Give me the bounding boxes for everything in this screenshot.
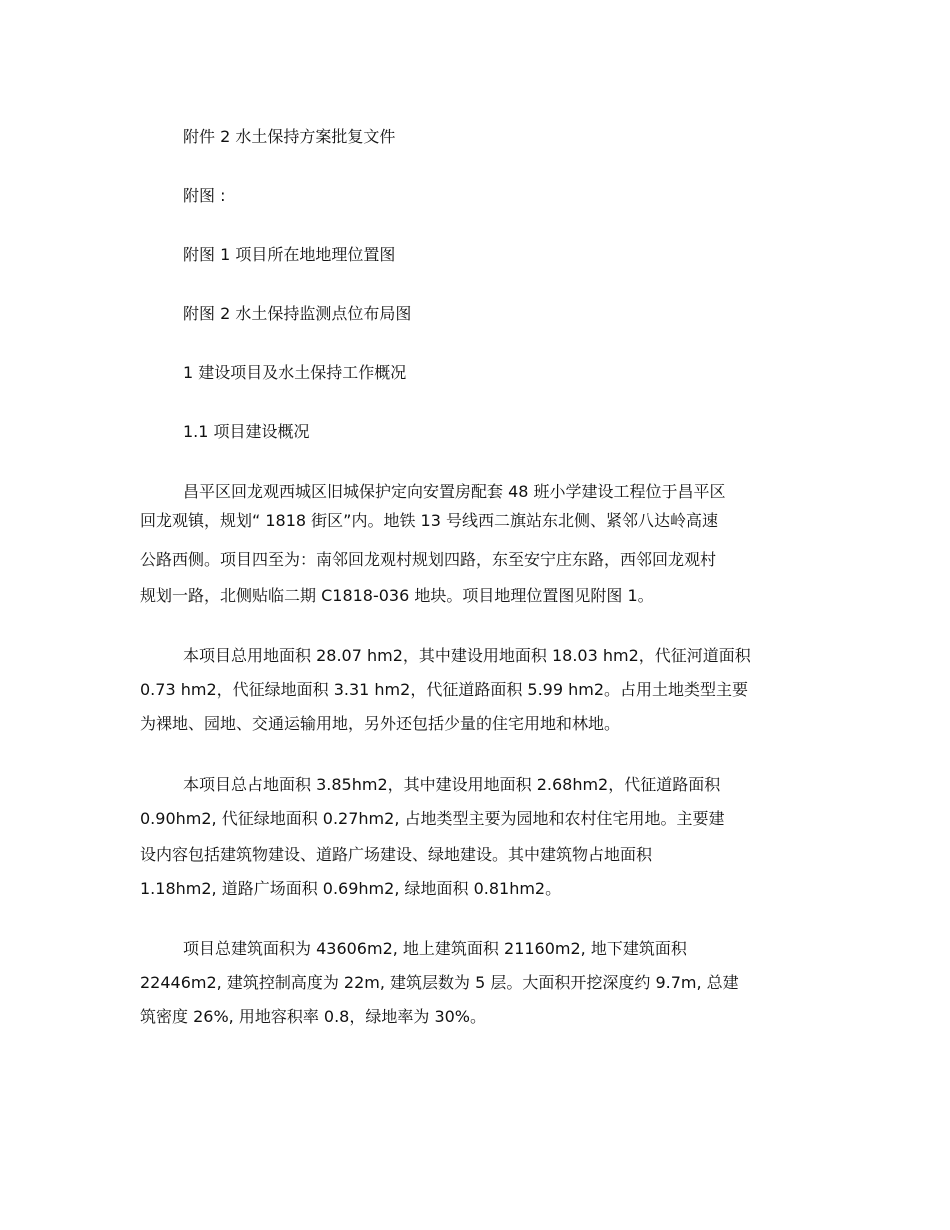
figures-label: 附图 : bbox=[183, 186, 226, 205]
paragraph-4-line-3: 筑密度 26%, 用地容积率 0.8，绿地率为 30%。 bbox=[140, 1007, 487, 1026]
paragraph-4-line-1: 项目总建筑面积为 43606m2, 地上建筑面积 21160m2, 地下建筑面积 bbox=[183, 939, 687, 958]
paragraph-2-line-3: 为裸地、园地、交通运输用地，另外还包括少量的住宅用地和林地。 bbox=[140, 714, 621, 733]
paragraph-1-line-4: 规划一路，北侧贴临二期 C1818-036 地块。项目地理位置图见附图 1。 bbox=[140, 586, 654, 605]
figure-1-heading: 附图 1 项目所在地地理位置图 bbox=[183, 245, 396, 264]
figure-2-heading: 附图 2 水土保持监测点位布局图 bbox=[183, 304, 412, 323]
paragraph-2-line-2: 0.73 hm2，代征绿地面积 3.31 hm2，代征道路面积 5.99 hm2。占用土地类型主要 bbox=[140, 680, 749, 699]
paragraph-2-line-1: 本项目总用地面积 28.07 hm2，其中建设用地面积 18.03 hm2，代征河道面积 bbox=[183, 646, 751, 665]
paragraph-1-line-1: 昌平区回龙观西城区旧城保护定向安置房配套 48 班小学建设工程位于昌平区 bbox=[183, 482, 726, 501]
paragraph-3-line-4: 1.18hm2, 道路广场面积 0.69hm2, 绿地面积 0.81hm2。 bbox=[140, 879, 562, 898]
paragraph-3-line-2: 0.90hm2, 代征绿地面积 0.27hm2, 占地类型主要为园地和农村住宅用地。主要建 bbox=[140, 809, 725, 828]
section-1-heading: 1 建设项目及水土保持工作概况 bbox=[183, 363, 407, 382]
paragraph-3-line-1: 本项目总占地面积 3.85hm2，其中建设用地面积 2.68hm2，代征道路面积 bbox=[183, 775, 721, 794]
appendix-2-heading: 附件 2 水土保持方案批复文件 bbox=[183, 127, 396, 146]
paragraph-4-line-2: 22446m2, 建筑控制高度为 22m, 建筑层数为 5 层。大面积开挖深度约 9.7m, 总建 bbox=[140, 973, 739, 992]
paragraph-1-line-3: 公路西侧。项目四至为：南邻回龙观村规划四路，东至安宁庄东路，西邻回龙观村 bbox=[140, 550, 717, 569]
paragraph-3-line-3: 设内容包括建筑物建设、道路广场建设、绿地建设。其中建筑物占地面积 bbox=[140, 845, 653, 864]
section-1-1-heading: 1.1 项目建设概况 bbox=[183, 422, 310, 441]
paragraph-1-line-2: 回龙观镇，规划“ 1818 街区”内。地铁 13 号线西二旗站东北侧、紧邻八达岭高速 bbox=[140, 511, 719, 530]
